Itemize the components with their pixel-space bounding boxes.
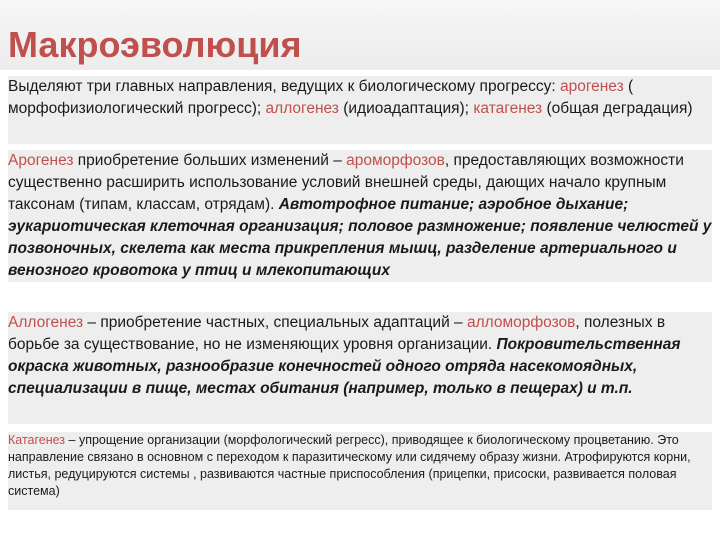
arogenez-text-2: , предоставляющих возможности существенно расширить использование условий внешней среды, дающих начало крупным таксонам (типам, классам, отрядам). [8, 152, 684, 213]
arogenez-block [8, 150, 712, 282]
katagenez-text: – упрощение организации (морфологический регресс), приводящее к биологическому процветанию. Это направление связано в основном с переходом к паразитическому или сидячему образу жизни. Атрофируются корни, листья, редуцируются системы , развиваются частные приспособления (прицепки, присоски, развивается половая система) [8, 433, 691, 498]
intro-text-1: Выделяют три главных направления, ведущих к биологическому прогрессу: [8, 78, 560, 95]
katagenez-term: Катагенез [8, 433, 66, 447]
allogenez-examples: Покровительственная окраска животных, разнообразие конечностей одного отряда насекомоядных, специализации в пище, местах обитания (например, только в пещерах) и т.п. [8, 336, 681, 397]
intro-text-2: ( морфофизиологический прогресс); [8, 78, 634, 117]
arogenez-examples: Автотрофное питание; аэробное дыхание; эукариотическая клеточная организация; половое размножение; появление челюстей у позвоночных, скелета как места прикрепления мышц, разделение артериального и венозного кровотока у птиц и млекопитающих [8, 196, 712, 279]
intro-term-arogenez: арогенез [559, 78, 624, 95]
allogenez-term: Аллогенез [8, 314, 84, 331]
allogenez-block [8, 312, 712, 424]
allomorph-term: алломорфозов [466, 314, 576, 331]
intro-text-4: (общая деградация) [542, 100, 693, 117]
intro-block [8, 76, 712, 144]
aromorph-term: ароморфозов [346, 152, 445, 169]
intro-text-3: (идиоадаптация); [338, 100, 474, 117]
intro-term-allogenez: аллогенез [265, 100, 339, 117]
slide-title: Макроэволюция [8, 24, 302, 65]
allogenez-text-1: – приобретение частных, специальных адаптаций – [83, 314, 467, 331]
arogenez-text-1: приобретение больших изменений – [73, 152, 347, 169]
katagenez-block [8, 432, 712, 510]
intro-term-katagenez: катагенез [473, 100, 543, 117]
arogenez-term: Арогенез [8, 152, 74, 169]
allogenez-text-2: , полезных в борьбе за существование, но не изменяющих уровня организации. [8, 314, 666, 353]
